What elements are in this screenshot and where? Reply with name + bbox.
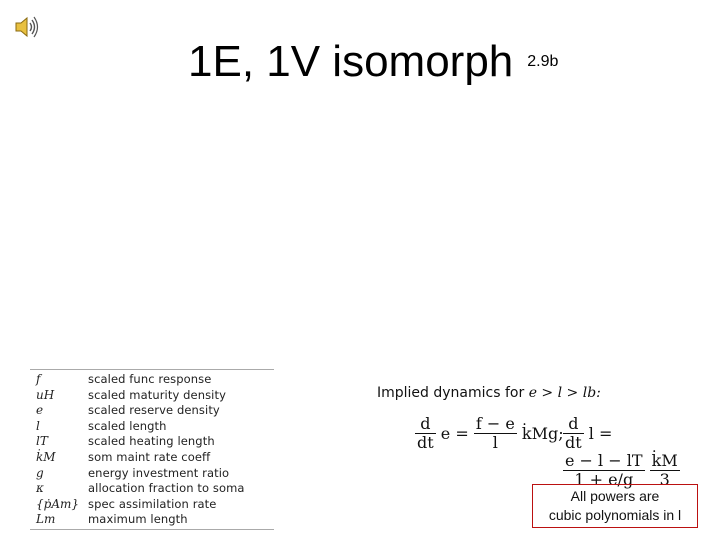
symbol-table [30,369,274,531]
frac-num: f − e [475,414,515,433]
eq-variable: l [588,424,594,443]
note-line-1: All powers are [570,488,660,504]
page-title [188,36,558,90]
implied-dynamics [377,385,697,489]
dynamics-condition: e > l > lb: [528,385,601,401]
equation-l [563,414,697,489]
row-symbol: k̇M [36,450,56,464]
table-row [30,419,274,435]
row-symbol: l [36,418,40,433]
frac-num: d [563,415,584,434]
eq-tail: k̇Mg; [521,424,564,443]
row-symbol: uH [36,387,55,402]
row-description: energy investment ratio [88,465,230,480]
row-description: maximum length [88,512,188,527]
note-line-2: cubic polynomials in l [548,507,682,523]
row-symbol: f [36,372,41,386]
speaker-icon[interactable] [14,14,40,40]
table-row [30,434,274,450]
table-bottom-rule [30,529,274,530]
row-description: som maint rate coeff [88,450,211,464]
title-text: 1E, 1V isomorph [188,37,514,86]
derivative-operator [415,415,436,452]
table-row [30,450,274,466]
dynamics-intro-text: Implied dynamics for [377,385,525,401]
row-symbol: lT [36,434,48,449]
row-description: spec assimilation rate [88,496,217,511]
derivative-operator [563,415,584,452]
row-description: scaled heating length [88,434,215,449]
slide-number: 2.9b [527,53,559,71]
table-row [30,403,274,419]
row-description: scaled length [88,418,167,433]
table-row [30,388,274,404]
table-top-rule [30,369,274,370]
frac-den: l [492,433,498,452]
table-row [30,372,274,388]
row-description: allocation fraction to soma [88,481,245,496]
row-symbol: κ [36,481,44,496]
row-symbol: {ṗAm} [36,496,79,511]
frac-num: k̇M [651,451,678,470]
frac-den: 1 + e/g [574,470,634,489]
frac-num: e − l − lT [565,451,643,470]
table-row [30,481,274,497]
frac-den: 3 [659,470,670,489]
row-symbol: e [36,403,44,418]
frac-num: d [415,415,436,434]
equation-e [415,415,564,461]
row-description: scaled maturity density [88,387,226,402]
row-symbol: g [36,465,44,480]
row-description: scaled reserve density [88,403,220,418]
eq-equals: = [598,424,613,443]
frac-den: dt [417,433,434,452]
table-row [30,497,274,513]
table-row [30,466,274,482]
eq-variable: e [440,424,451,443]
note-box [532,484,698,528]
rhs-fraction [474,415,517,452]
dynamics-intro [377,385,601,401]
frac-den: dt [565,433,582,452]
row-description: scaled func response [88,372,212,386]
row-symbol: Lm [36,512,56,527]
eq-equals: = [455,424,469,443]
table-row [30,512,274,528]
